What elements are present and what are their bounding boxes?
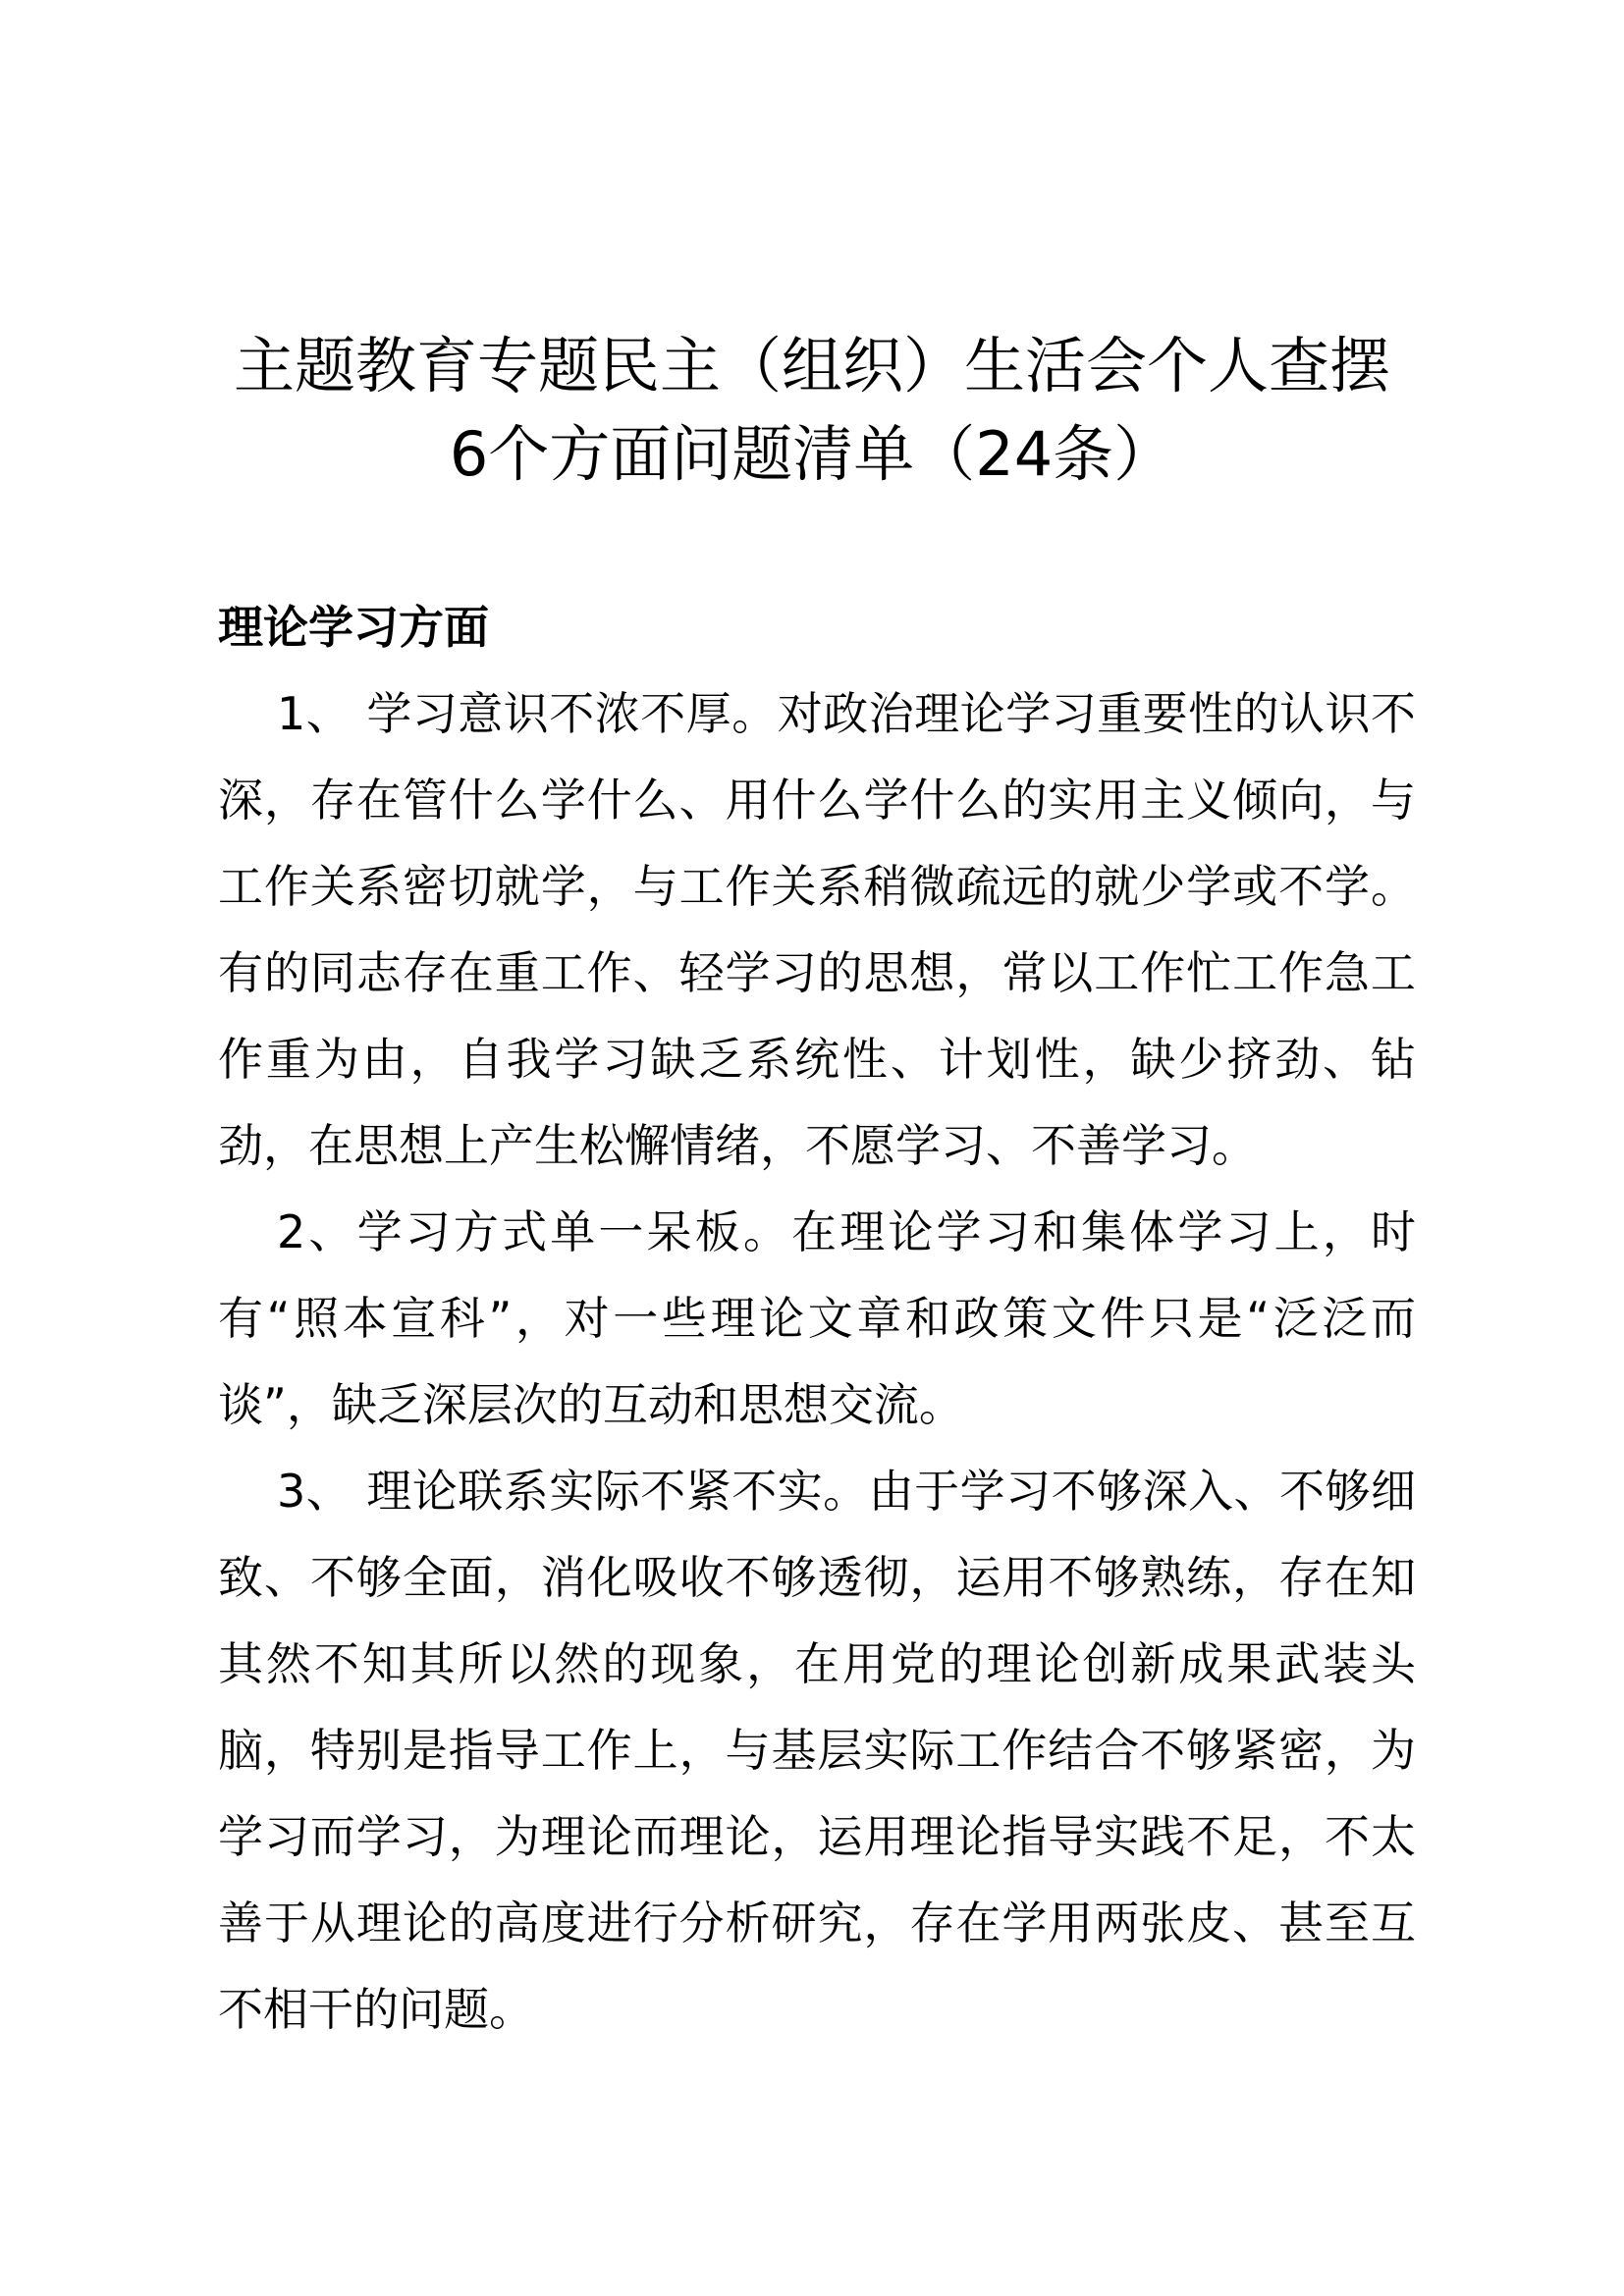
document-body	[218, 584, 1416, 2053]
title-line-1: 主题教育专题民主（组织）生活会个人查摆	[233, 330, 1390, 401]
document-title	[0, 322, 1624, 499]
title-line-2: 6个方面问题清单（24条）	[449, 418, 1175, 490]
paragraph-2: 2、学习方式单一呆板。在理论学习和集体学习上，时有“照本宣科”，对一些理论文章和政策文件只是“泛泛而谈”，缺乏深层次的互动和思想交流。	[218, 1205, 1416, 1431]
paragraph-3: 3、 理论联系实际不紧不实。由于学习不够深入、不够细致、不够全面，消化吸收不够透彻，运用不够熟练，存在知其然不知其所以然的现象，在用党的理论创新成果武装头脑，特别是指导工作上，与基层实际工作结合不够紧密，为学习而学习，为理论而理论，运用理论指导实践不足，不太善于从理论的高度进行分析研究，存在学用两张皮、甚至互不相干的问题。	[218, 1465, 1416, 2036]
paragraph-1: 1、 学习意识不浓不厚。对政治理论学习重要性的认识不深，存在管什么学什么、用什么学什么的实用主义倾向，与工作关系密切就学，与工作关系稍微疏远的就少学或不学。有的同志存在重工作、轻学习的思想，常以工作忙工作急工作重为由，自我学习缺乏系统性、计划性，缺少挤劲、钻劲，在思想上产生松懈情绪，不愿学习、不善学习。	[218, 687, 1416, 1172]
section-heading: 理论学习方面	[218, 601, 489, 654]
